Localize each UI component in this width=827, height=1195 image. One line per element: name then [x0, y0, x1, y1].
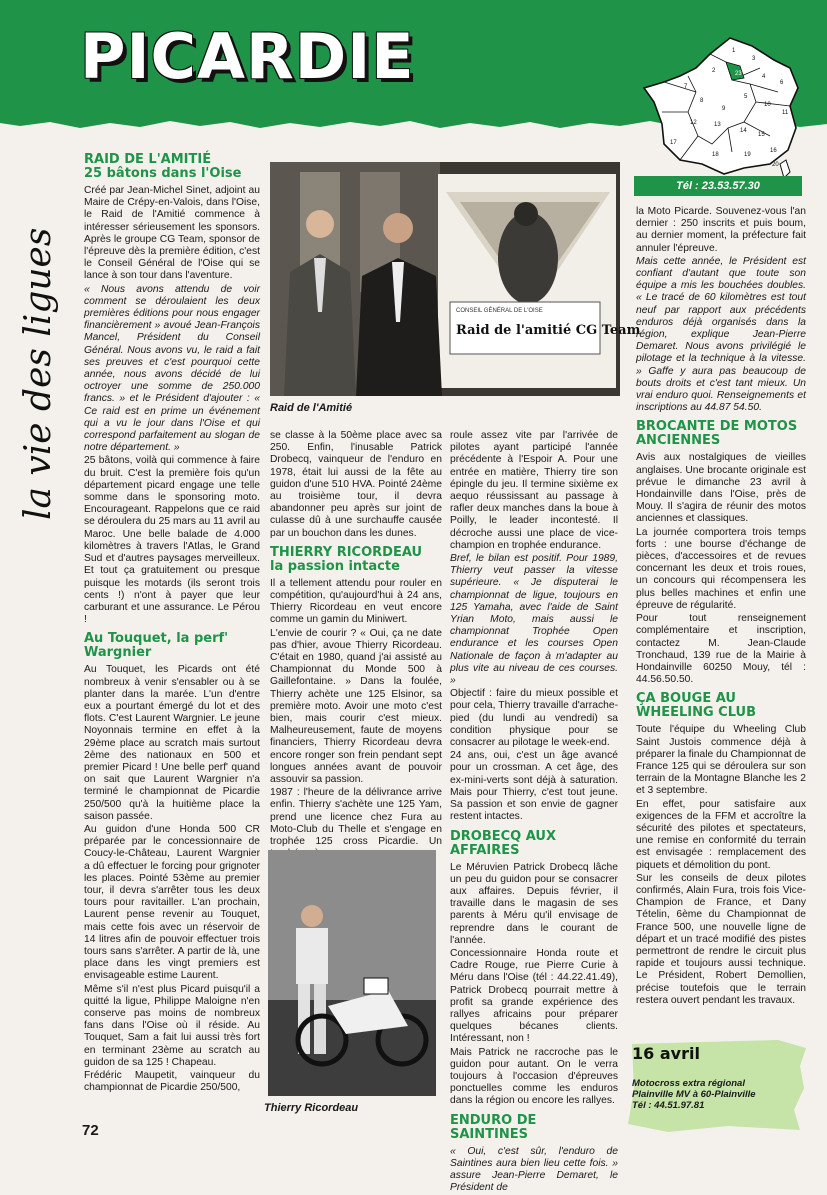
caption-raid: Raid de l'Amitié: [270, 402, 353, 414]
paragraph: 25 bâtons, voilà qui commence à faire du bruit. C'est la première fois qu'un département picard engage une telle somme dans le sponsoring moto. Encourageant. Rappelons que ce raid se déroulera du 25 mars au 11 avril au Maroc. Une belle balade de 4.000 kilomètres à travers l'Atlas, le Grand Sud et d'autres paysages merveilleux. Et tout ça gratuitement ou presque puisque les motards (ils seront trois cents !) n'ont à payer que leur carburant et une assurance. Le Pérou !: [84, 455, 260, 626]
svg-text:6: 6: [780, 80, 784, 86]
svg-text:19: 19: [744, 152, 751, 158]
svg-text:9: 9: [722, 106, 726, 112]
paragraph: Bref, le bilan est positif. Pour 1989, Thierry veut passer la vitesse supérieure. « Je disputerai le championnat de ligue, toujours en 125 Yamaha, avec l'aide de Saint Yrian Moto, mais aussi le championnat Trophée Open endurance et les courses Open Nationale de façon à m'adapter au plus vite au niveau de ces courses. »: [450, 553, 618, 687]
svg-text:8: 8: [700, 98, 704, 104]
svg-text:7: 7: [684, 84, 688, 90]
svg-text:Raid de l'amitié CG Team: Raid de l'amitié CG Team: [456, 323, 641, 338]
column-1: [84, 153, 260, 1095]
paragraph: Avis aux nostalgiques de vieilles anglaises. Une brocante originale est prévue le dimanche 23 avril à Hondainville dans l'Oise, près de Mouy. Il s'agira de réunir des motos anciennes et classiques.: [636, 452, 806, 525]
headline-ricordeau: THIERRY RICORDEAU la passion intacte: [270, 544, 423, 574]
svg-text:1: 1: [732, 48, 736, 54]
svg-text:16: 16: [770, 148, 777, 154]
paragraph: Frédéric Maupetit, vainqueur du championnat de Picardie 250/500,: [84, 1070, 260, 1094]
paragraph: Mais Patrick ne raccroche pas le guidon pour autant. On le verra toujours à l'occasion d'épreuves ponctuelles comme les enduros dans la région ou encore les rallyes.: [450, 1046, 618, 1107]
photo-raid: [270, 162, 641, 396]
france-map: [640, 32, 812, 180]
paragraph: Toute l'équipe du Wheeling Club Saint Justois commence déjà à préparer la finale du Championnat de France 125 qui se déroulera sur son terrain de la Montagne Blanche les 2 et 3 septembre.: [636, 724, 807, 797]
paragraph: « Oui, c'est sûr, l'enduro de Saintines aura bien lieu cette fois. » assure Jean-Pierre Demaret, le Président de: [450, 1145, 618, 1194]
svg-text:12: 12: [690, 120, 697, 126]
paragraph: Sur les conseils de deux pilotes confirmés, Alain Fura, trois fois Vice-Champion de France, et Dany Tételin, 6ème du Championnat de France 500, une nouvelle ligne de départ et un tracé modifié des pistes permettront de rendre le circuit plus rapide et toujours aussi technique. Le Président, Robert Demollien, précise toutefois que le terrain restera ouvert pendant les travaux.: [636, 872, 806, 1006]
column-3: [450, 430, 618, 1195]
map-highlight-number: 23: [735, 71, 742, 77]
side-label: [10, 170, 70, 530]
svg-text:5: 5: [744, 94, 748, 100]
svg-text:17: 17: [670, 140, 677, 146]
paragraph: En effet, pour satisfaire aux exigences de la FFM et accroître la sécurité des pilotes et spectateurs, une remise en conformité du terrain est envisagée : remplacement des piquets et démolition du pont.: [636, 798, 806, 871]
paragraph: La journée comportera trois temps forts : une bourse d'échange de pièces, d'accessoires et de revues concernant les deux et trois roues, un concours qui récompensera les plus belles machines et enfin une épreuve de régularité.: [636, 526, 806, 611]
headline-raid: RAID DE L'AMITIÉ 25 bâtons dans l'Oise: [84, 152, 242, 181]
page-number: 72: [82, 1122, 99, 1139]
svg-text:14: 14: [740, 128, 747, 134]
svg-text:4: 4: [762, 74, 766, 80]
svg-text:13: 13: [714, 122, 721, 128]
paragraph: Il a tellement attendu pour rouler en compétition, qu'aujourd'hui à 24 ans, Thierry Ricordeau en veut encore comme un gamin du Miniwert.: [270, 577, 442, 626]
paragraph: L'envie de courir ? « Oui, ça ne date pas d'hier, avoue Thierry Ricordeau. C'était en 1980, quand j'ai assisté au Championnat du Monde 500 à Gaillefontaine. » Dans la foulée, Thierry achète une 125 Elsinor, sa première moto. Avoir une moto c'est bien, mais courir c'est mieux. Malheureusement, faute de moyens financiers, Thierry Ricordeau devra encore ronger son frein pendant sept longues années avant de pouvoir assouvir sa passion.: [270, 627, 442, 786]
agenda-text: Motocross extra régional Plainville MV à 60-Plainville Tél : 44.51.97.81: [632, 1078, 756, 1111]
column-2: [270, 430, 442, 862]
paragraph: Concessionnaire Honda route et Cadre Rouge, rue Pierre Curie à Méru dans l'Oise (tél : 44.22.41.49), Patrick Drobecq pourrait mettre à profit sa grande expérience des rallyes africains pour préparer quelques bécanes clients. Intéressant, non !: [450, 947, 618, 1045]
column-4: [636, 206, 806, 1008]
paragraph: Le Méruvien Patrick Drobecq lâche un peu du guidon pour se consacrer aux affaires. Depuis février, il travaille dans le magasin de ses parents à Méru qu'il envisage de reprendre dans le courant de l'année.: [450, 861, 618, 946]
paragraph: Objectif : faire du mieux possible et pour cela, Thierry travaille d'arrache-pied (du lundi au vendredi) sa condition physique pour se consacrer au pilotage le week-end.: [450, 688, 618, 749]
headline-wheeling: ÇA BOUGE AU WHEELING CLUB: [636, 691, 757, 721]
headline-saintines: ENDURO DE SAINTINES: [450, 1112, 537, 1142]
headline-touquet: Au Touquet, la perf' Wargnier: [84, 631, 229, 661]
paragraph: 1987 : l'heure de la délivrance arrive enfin. Thierry s'achète une 125 Yam, prend une licence chez Fura au Moto-Club du Thelle et s'engage en trophée 125 cross Picardie. Un: [270, 787, 442, 848]
photo-raid-image: [270, 162, 641, 396]
svg-text:18: 18: [712, 152, 719, 158]
paragraph: roule assez vite par l'arrivée de pilotes ayant participé l'année précédente à l'Espoir A. Pour une entrée en matière, Thierry tire son épingle du jeu. Il termine sixième ex aequo réussissant au passage à rafler deux manches dans la boue à Poilly, le leader incontesté. Il décroche aussi une place de vice-champion en trophée endurance.: [450, 430, 618, 551]
tel-banner: Tél : 23.53.57.30: [634, 176, 802, 196]
paragraph: Créé par Jean-Michel Sinet, adjoint au Maire de Crépy-en-Valois, dans l'Oise, le Raid de l'Amitié commence à intéresser sérieusement les sponsors. Après le groupe CG Team, sponsor de l'épreuve dès la première édition, c'est le Conseil Général de l'Oise qui se lance à son tour dans l'aventure.: [84, 185, 260, 282]
paragraph: 24 ans, oui, c'est un âge avancé pour un crossman. A cet âge, des ex-mini-verts sont déjà à saturation. Mais pour Thierry, c'est tout jeune. Sa passion et son envie de gagner restent intactes.: [450, 750, 618, 823]
paragraph: Pour tout renseignement complémentaire et inscription, contactez M. Jean-Claude Tronchaud, 139 rue de la Mairie à Hondainville 60250 Mouy, tél : 44.56.50.50.: [636, 613, 806, 686]
paragraph: la Moto Picarde. Souvenez-vous l'an dernier : 250 inscrits et puis boum, au dernier moment, la préfecture fait annuler l'épreuve.: [636, 206, 806, 254]
paragraph: « Nous avons attendu de voir comment se déroulaient les deux premières éditions pour nous engager financièrement » avoué Jean-François Mancel, Président du Conseil Général. Nous avons vu, le raid a fait ses preuves et c'est pourquoi cette année, nous avons décidé de lui octroyer une somme de 250.000 francs. » et le Président d'ajouter : « Ce raid est en prime un événement qui a vu le jour dans l'Oise et qui correspond parfaitement au slogan de notre département. »: [84, 283, 260, 454]
svg-text:20: 20: [772, 162, 779, 168]
svg-text:15: 15: [758, 132, 765, 138]
caption-ricordeau: Thierry Ricordeau: [264, 1102, 359, 1114]
svg-text:11: 11: [782, 110, 789, 116]
page-title: PICARDIE: [80, 20, 415, 93]
svg-text:2: 2: [712, 68, 716, 74]
paragraph: Au Touquet, les Picards ont été nombreux à venir s'ensabler ou à se planter dans la marée. L'un d'entre eux a pourtant émergé du lot et des flots. C'est Laurent Wargnier. Le jeune Noyonnais termine en effet à la 29ème place au scratch mais surtout 2ème des nationaux en 500 et premier Picard ! Une belle perf' quand on sait que Laurent Wargnier n'a terminé le championnat de Picardie 250/500 qu'à la huitième place la saison passée.: [84, 664, 260, 822]
paragraph: Mais cette année, le Président est confiant d'autant que toute son équipe a mis les bouchées doubles. « Le tracé de 60 kilomètres est tout neuf par rapport aux précédents enduros déjà organisés dans la région, explique Jean-Pierre Demaret. Nous avons privilégié le pilotage et la technique à la vitesse. » Gaffe y aura pas beaucoup de bouts droits et c'est tant mieux. Un vrai enduro quoi. Renseignements et inscriptions au 44.87 54.50.: [636, 255, 806, 414]
svg-text:10: 10: [764, 102, 771, 108]
paragraph: se classe à la 50ème place avec sa 250. Enfin, l'inusable Patrick Drobecq, vainqueur de l'enduro en 1978, était lui aussi de la fête au guidon d'une 510 HVA. Pointé 24ème au troisième tour, il devra abandonner peu après sur joint de culasse dû à une surchauffe causée par un bouchon dans les dunes.: [270, 430, 442, 539]
svg-text:3: 3: [752, 56, 756, 62]
paragraph: Au guidon d'une Honda 500 CR préparée par le concessionnaire de Coucy-le-Château, Laurent Wargnier a dû effectuer le forcing pour grignoter les places. Pointé 53ème au premier tour, il devra s'arrêter tous les deux tours pour ravitailler. L'an prochain, Laurent pense revenir au Touquet, mais cette fois avec un réservoir de 14 litres afin de pouvoir effectuer trois tours sans s'arrêter. A partir de là, une place dans les vingt premiers est envisageable estime Laurent.: [84, 823, 260, 982]
headline-brocante: BROCANTE DE MOTOS ANCIENNES: [636, 419, 798, 449]
svg-text:CONSEIL GÉNÉRAL DE L'OISE: CONSEIL GÉNÉRAL DE L'OISE: [456, 308, 543, 314]
photo-ricordeau-image: [268, 850, 436, 1096]
svg-text:la vie des ligues: la vie des ligues: [18, 227, 59, 520]
paragraph: Même s'il n'est plus Picard puisqu'il a quitté la ligue, Philippe Maloigne n'en conserve pas moins de nombreux fans dans l'Oise où il réside. Au Touquet, Sam a fait lui aussi très fort en terminant 23ème au scratch au guidon de sa 125 ! Chapeau.: [84, 983, 260, 1068]
agenda-date: 16 avril: [632, 1044, 700, 1063]
headline-drobecq: DROBECQ AUX AFFAIRES: [450, 828, 556, 858]
photo-ricordeau: [268, 850, 436, 1096]
